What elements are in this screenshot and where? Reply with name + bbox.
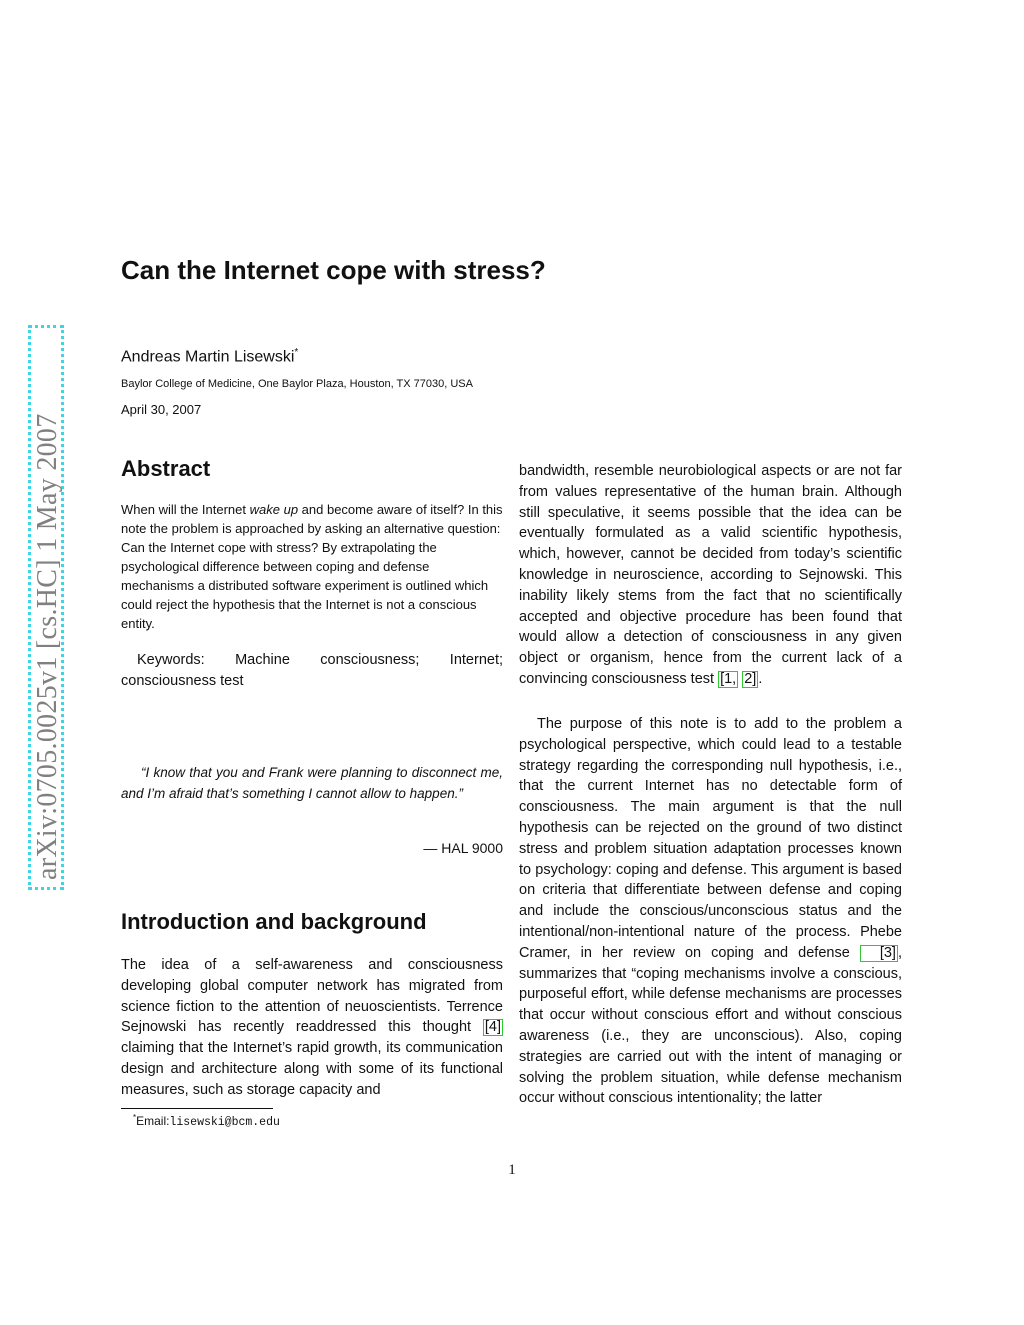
keywords: Keywords: Machine consciousness; Internet; consciousness test <box>121 652 503 689</box>
abstract-text <box>121 500 505 633</box>
citation-link-4[interactable]: [4] <box>484 1019 501 1036</box>
col2-text-part: , summarizes that “coping mechanisms involve a conscious, purposeful effort, while defense mechanisms are processes that occur without conscious effort and without conscious awareness (i.e., they are unconscious). Also, coping strategies are carried out with the intent of managing or solving the problem situation, while defense mechanism occur without conscious intentionality; the latter <box>519 944 902 1107</box>
col2-text-part: The purpose of this note is to add to the problem a psychological perspective, which could lead to a testable strategy regarding the corresponding null hypothesis, i.e., that the current Internet has no detectable form of consciousness. The main argument is that the null hypothesis can be rejected on the ground of two distinct stress and problem situation adaptation processes known to psychology: coping and defense. This argument is based on criteria that differentiate between defense and coping and include the conscious/unconscious status and the intentional/non-intentional nature of the process. Phebe Cramer, in her review on coping and defense <box>519 716 902 961</box>
intro-text-part: claiming that the Internet’s rapid growth, its communication design and architecture along with some of its functional measures, such as storage capacity and <box>121 1040 503 1098</box>
col2-text-part: bandwidth, resemble neurobiological aspects or are not far from values representative of the human brain. Although still speculative, it seems possible that the idea can be eventually formulated as a valid scientific hypothesis, which, however, cannot be decided from today’s scientific knowledge in neuroscience, according to Sejnowski. This inability likely stems from the fact that no scientifically accepted and objective procedure has been found that would allow a detection of consciousness in any given object or organism, hence from the current lack of a convincing consciousness test <box>519 463 902 687</box>
author-name: Andreas Martin Lisewski <box>121 348 295 366</box>
col2-text-part: . <box>758 670 763 687</box>
abstract-emphasis: wake up <box>249 502 299 517</box>
abstract-heading: Abstract <box>121 456 211 481</box>
citation-link-3[interactable]: [3] <box>860 945 898 962</box>
page-number: 1 <box>508 1162 516 1178</box>
footnote <box>133 1113 280 1129</box>
abstract-text-part: When will the Internet <box>121 502 250 517</box>
footnote-rule <box>121 1108 273 1109</box>
epigraph-quote: “I know that you and Frank were planning to disconnect me, and I’m afraid that’s something I cannot allow to happen.” <box>121 765 503 801</box>
epigraph-source: — HAL 9000 <box>423 840 503 856</box>
col2-paragraph-2 <box>519 714 902 1109</box>
abstract-text-part: and become aware of itself? In this note the problem is approached by asking an alternative question: Can the Internet cope with stress? By extrapolating the psychological difference between coping and defense mechanisms a distributed software experiment is outlined which could reject the hypothesis that the Internet is not a conscious entity. <box>121 502 503 631</box>
intro-paragraph <box>121 955 503 1101</box>
footnote-email[interactable]: lisewski@bcm.edu <box>169 1116 280 1129</box>
intro-heading: Introduction and background <box>121 909 427 934</box>
arxiv-identifier[interactable]: arXiv:0705.0025v1 [cs.HC] 1 May 2007 <box>32 413 63 880</box>
paper-title: Can the Internet cope with stress? <box>121 255 546 285</box>
date: April 30, 2007 <box>121 402 202 417</box>
intro-text-part: The idea of a self-awareness and consciousness developing global computer network has migrated from science fiction to the attention of neuoscientists. Terrence Sejnowski has recently readdressed this thought <box>121 957 503 1036</box>
author-line <box>121 347 298 366</box>
citation-link-1[interactable]: [1, <box>720 670 737 687</box>
author-footnote-mark[interactable]: * <box>294 347 299 358</box>
col2-paragraph-1 <box>519 461 902 690</box>
footnote-mark: * <box>133 1113 137 1122</box>
affiliation: Baylor College of Medicine, One Baylor Plaza, Houston, TX 77030, USA <box>121 378 473 390</box>
citation-link-2[interactable]: 2] <box>744 670 757 687</box>
footnote-label: Email: <box>136 1114 170 1128</box>
